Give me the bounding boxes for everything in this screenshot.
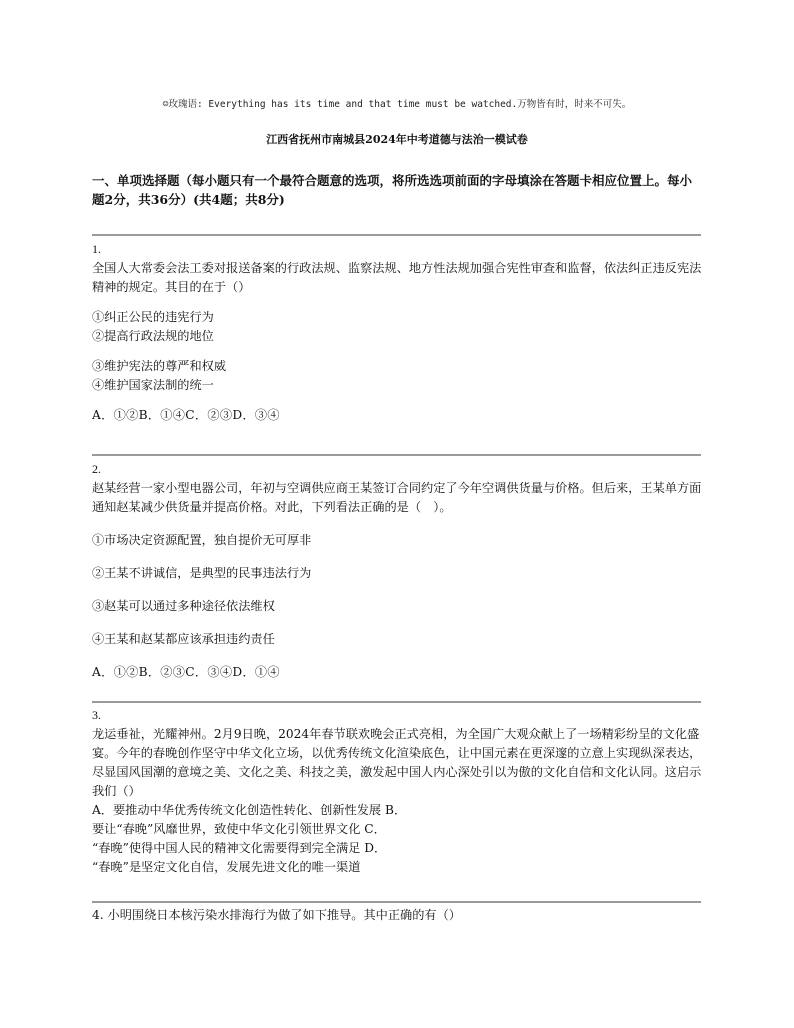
question-number: 2. <box>92 462 101 476</box>
statement: ③维护宪法的尊严和权威 <box>92 359 227 373</box>
statement: ④王某和赵某都应该承担违约责任 <box>92 632 275 646</box>
statement: ②提高行政法规的地位 <box>92 329 214 343</box>
question-number: 4. <box>92 908 104 922</box>
divider <box>92 701 701 703</box>
divider <box>92 234 701 236</box>
statement: ③赵某可以通过多种途径依法维权 <box>92 599 275 613</box>
answer-options: A．①②B．①④C．②③D．③④ <box>92 408 280 422</box>
question-2 <box>92 460 704 682</box>
statement: ①市场决定资源配置，独自提价无可厚非 <box>92 533 312 547</box>
section-heading: 一、单项选择题（每小题只有一个最符合题意的选项，将所选选项前面的字母填涂在答题卡相应位置上。每小题2分，共36分）(共4题；共8分) <box>92 173 693 207</box>
question-1 <box>92 240 704 425</box>
statement: ②王某不讲诚信，是典型的民事违法行为 <box>92 566 312 580</box>
divider <box>92 901 701 903</box>
option-line: 要让“春晚”风靡世界，致使中华文化引领世界文化 C． <box>92 822 386 836</box>
question-number: 3. <box>92 708 101 722</box>
question-stem: 龙运垂祉，光耀神州。2月9日晚，2024年春节联欢晚会正式亮相，为全国广大观众献上了一场精彩纷呈的文化盛宴。今年的春晚创作坚守中华文化立场，以优秀传统文化渲染底色，让中国元素在更深邃的立意上实现纵深表达，尽显国风国潮的意境之美、文化之美、科技之美，激发起中国人内心深处引以为傲的文化自信和文化认同。这启示我们（） <box>92 727 702 798</box>
question-stem: 小明围绕日本核污染水排海行为做了如下推导。其中正确的有（） <box>107 908 461 922</box>
question-3 <box>92 706 704 877</box>
question-4 <box>92 906 704 925</box>
option-line: “春晚”使得中国人民的精神文化需要得到完全满足 D． <box>92 841 387 855</box>
statement: ④维护国家法制的统一 <box>92 378 214 392</box>
question-stem: 赵某经营一家小型电器公司，年初与空调供应商王某签订合同约定了今年空调供货量与价格。但后来，王某单方面通知赵某减少供货量并提高价格。对此，下列看法正确的是（ ）。 <box>92 481 702 514</box>
statement: ①纠正公民的违宪行为 <box>92 310 214 324</box>
option-line: “春晚”是坚定文化自信，发展先进文化的唯一渠道 <box>92 860 361 874</box>
motto-header: ☺玫瑰语: Everything has its time and that time must be watched.万物皆有时，时来不可失。 <box>162 99 632 110</box>
question-number: 1. <box>92 242 101 256</box>
exam-title: 江西省抚州市南城县2024年中考道德与法治一模试卷 <box>266 133 528 146</box>
option-line: A．要推动中华优秀传统文化创造性转化、创新性发展 B． <box>92 803 407 817</box>
question-stem: 全国人大常委会法工委对报送备案的行政法规、监察法规、地方性法规加强合宪性审查和监督，依法纠正违反宪法精神的规定。其目的在于（） <box>92 261 702 294</box>
divider <box>92 454 701 456</box>
answer-options: A．①②B．②③C．③④D．①④ <box>92 665 280 679</box>
